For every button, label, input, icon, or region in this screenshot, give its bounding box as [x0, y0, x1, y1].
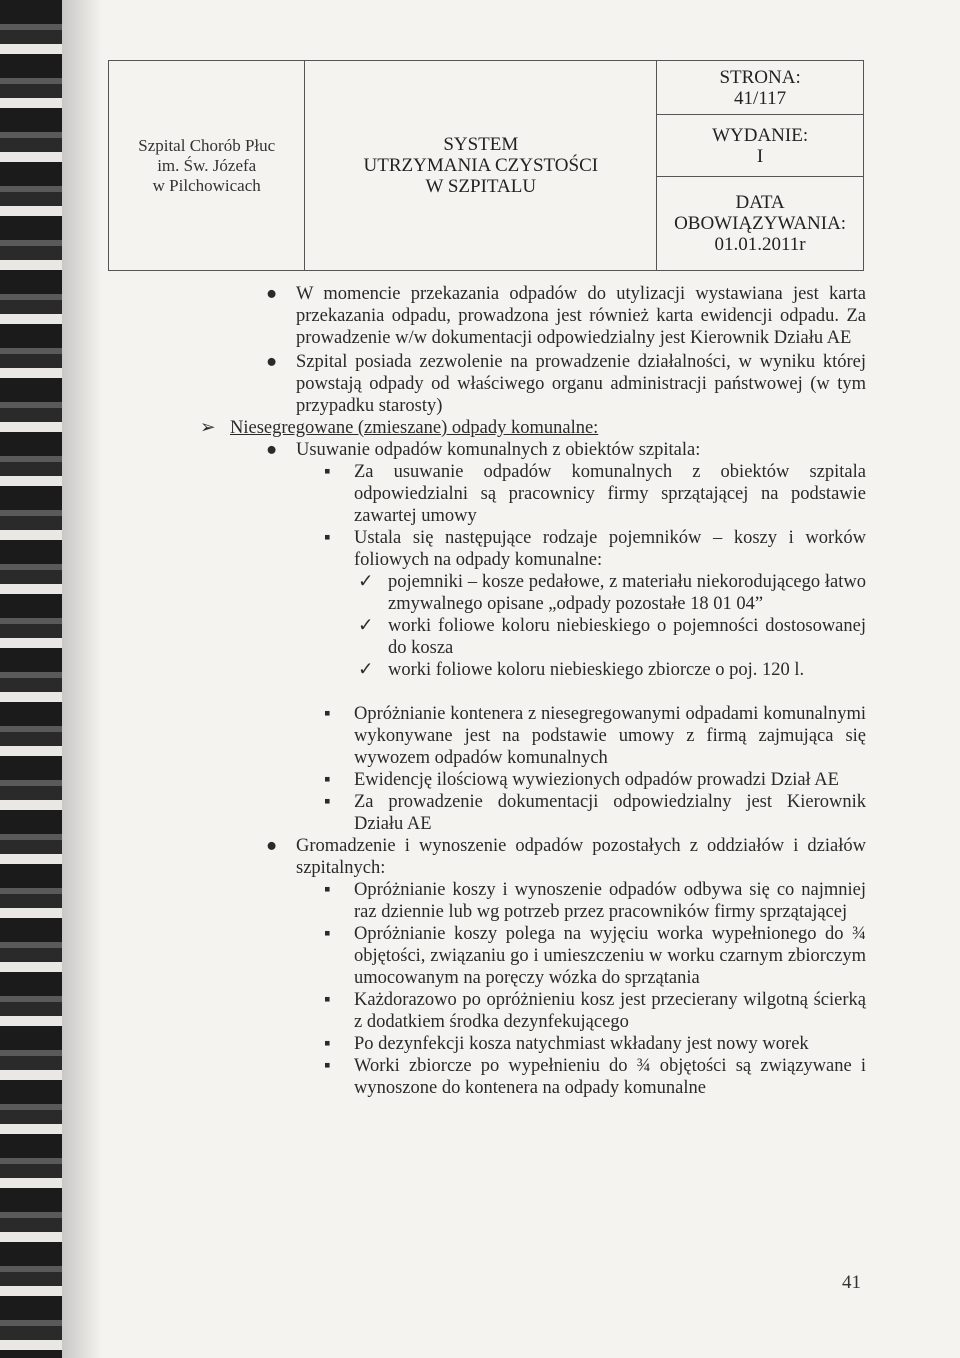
- check-text: pojemniki – kosze pedałowe, z materiału niekorodującego łatwo zmywalnego opisane „odpady pozostałe 18 01 04”: [388, 572, 866, 614]
- sub-bullet-text: Za prowadzenie dokumentacji odpowiedzialny jest Kierownik Działu AE: [354, 792, 866, 834]
- document-body: [200, 283, 866, 1099]
- page-label: STRONA:: [719, 66, 801, 88]
- page-value: 41/117: [734, 87, 787, 109]
- check-item: [358, 571, 866, 615]
- system-title-line1: SYSTEM: [443, 134, 519, 155]
- system-title-line2: UTRZYMANIA CZYSTOŚCI: [363, 155, 599, 176]
- sub-bullet-text: Za usuwanie odpadów komunalnych z obiektów szpitala odpowiedzialni są pracownicy firmy sprzątającej na podstawie zawartej umowy: [354, 462, 866, 526]
- page-cell: [657, 61, 864, 115]
- sub-bullet-text: Każdorazowo po opróżnieniu kosz jest przecierany wilgotną ścierką z dodatkiem środka dezynfekującego: [354, 990, 866, 1032]
- spiral-binding: [0, 0, 62, 1358]
- square-bullet-icon: ▪: [324, 880, 331, 900]
- sub-bullet-item: [324, 989, 866, 1033]
- sub-bullet-item: [324, 879, 866, 923]
- date-label-line2: OBOWIĄZYWANIA:: [674, 213, 847, 234]
- sub-bullet-item: [324, 703, 866, 769]
- section-heading: [200, 417, 866, 439]
- sub-bullet-text: Worki zbiorcze po wypełnieniu do ¾ objętości są związywane i wynoszone do kontenera na odpady komunalne: [354, 1056, 866, 1098]
- sub-bullet-item: [324, 769, 866, 791]
- date-value: 01.01.2011r: [714, 234, 806, 255]
- check-icon: ✓: [358, 572, 374, 592]
- page-number: 41: [842, 1272, 861, 1293]
- square-bullet-icon: ▪: [324, 1034, 331, 1054]
- check-text: worki foliowe koloru niebieskiego o pojemności dostosowanej do kosza: [388, 616, 866, 658]
- edition-value: I: [756, 145, 764, 167]
- date-label-line1: DATA: [735, 192, 785, 213]
- check-icon: ✓: [358, 616, 374, 636]
- square-bullet-icon: ▪: [324, 924, 331, 944]
- sub-bullet-text: Po dezynfekcji kosza natychmiast wkładany jest nowy worek: [354, 1034, 809, 1054]
- square-bullet-icon: ▪: [324, 528, 331, 548]
- hospital-name-line2: im. Św. Józefa: [157, 155, 257, 175]
- system-title-cell: [305, 61, 657, 271]
- binding-shadow: [62, 0, 102, 1358]
- square-bullet-icon: ▪: [324, 792, 331, 812]
- square-bullet-icon: ▪: [324, 1056, 331, 1076]
- edition-label: WYDANIE:: [712, 124, 809, 146]
- sub-bullet-text: Opróżnianie koszy polega na wyjęciu worka wypełnionego do ¾ objętości, związaniu go i umieszczeniu w worku czarnym zbiorczym umocowanym na poręczy wózka do sprzątania: [354, 924, 866, 988]
- sub-bullet-text: Opróżnianie kontenera z niesegregowanymi odpadami komunalnymi wykonywane jest na podstawie umowy z firmą zajmująca się wywozem odpadów komunalnych: [354, 704, 866, 768]
- square-bullet-icon: ▪: [324, 704, 331, 724]
- dot-bullet-icon: ●: [266, 440, 278, 460]
- bullet-item: [266, 439, 866, 461]
- bullet-item: [266, 283, 866, 349]
- bullet-item: [266, 835, 866, 879]
- section-heading-text: Niesegregowane (zmieszane) odpady komunalne:: [230, 418, 599, 438]
- arrow-bullet-icon: ➢: [200, 418, 216, 438]
- square-bullet-icon: ▪: [324, 462, 331, 482]
- bullet-text: Szpital posiada zezwolenie na prowadzenie działalności, w wyniku której powstają odpady od właściwego organu administracji państwowej (w tym przypadku starosty): [296, 352, 866, 416]
- dot-bullet-icon: ●: [266, 352, 278, 372]
- sub-bullet-item: [324, 527, 866, 571]
- sub-bullet-item: [324, 791, 866, 835]
- sub-bullet-item: [324, 923, 866, 989]
- sub-bullet-text: Ustala się następujące rodzaje pojemników – koszy i worków foliowych na odpady komunalne:: [354, 528, 866, 570]
- dot-bullet-icon: ●: [266, 836, 278, 856]
- check-item: [358, 615, 866, 659]
- system-title-line3: W SZPITALU: [425, 176, 537, 197]
- date-cell: [657, 177, 864, 271]
- document-header: [108, 60, 864, 271]
- edition-cell: [657, 115, 864, 177]
- sub-bullet-text: Ewidencję ilościową wywiezionych odpadów prowadzi Dział AE: [354, 770, 839, 790]
- square-bullet-icon: ▪: [324, 990, 331, 1010]
- sub-bullet-item: [324, 461, 866, 527]
- dot-bullet-icon: ●: [266, 284, 278, 304]
- check-text: worki foliowe koloru niebieskiego zbiorcze o poj. 120 l.: [388, 660, 805, 680]
- hospital-name-line1: Szpital Chorób Płuc: [138, 135, 276, 155]
- sub-bullet-item: [324, 1033, 866, 1055]
- hospital-name-line3: w Pilchowicach: [152, 175, 261, 195]
- check-icon: ✓: [358, 660, 374, 680]
- sub-bullet-item: [324, 1055, 866, 1099]
- check-item: [358, 659, 866, 681]
- bullet-text: Usuwanie odpadów komunalnych z obiektów szpitala:: [296, 440, 701, 460]
- bullet-text: W momencie przekazania odpadów do utylizacji wystawiana jest karta przekazania odpadu, prowadzona jest również karta ewidencji odpadu. Za prowadzenie w/w dokumentacji odpowiedzialny jest Kierownik Działu AE: [296, 284, 866, 348]
- hospital-name-cell: [109, 61, 305, 271]
- bullet-text: Gromadzenie i wynoszenie odpadów pozostałych z oddziałów i działów szpitalnych:: [296, 836, 866, 878]
- square-bullet-icon: ▪: [324, 770, 331, 790]
- bullet-item: [266, 351, 866, 417]
- sub-bullet-text: Opróżnianie koszy i wynoszenie odpadów odbywa się co najmniej raz dziennie lub wg potrzeb przez pracowników firmy sprzątającej: [354, 880, 866, 922]
